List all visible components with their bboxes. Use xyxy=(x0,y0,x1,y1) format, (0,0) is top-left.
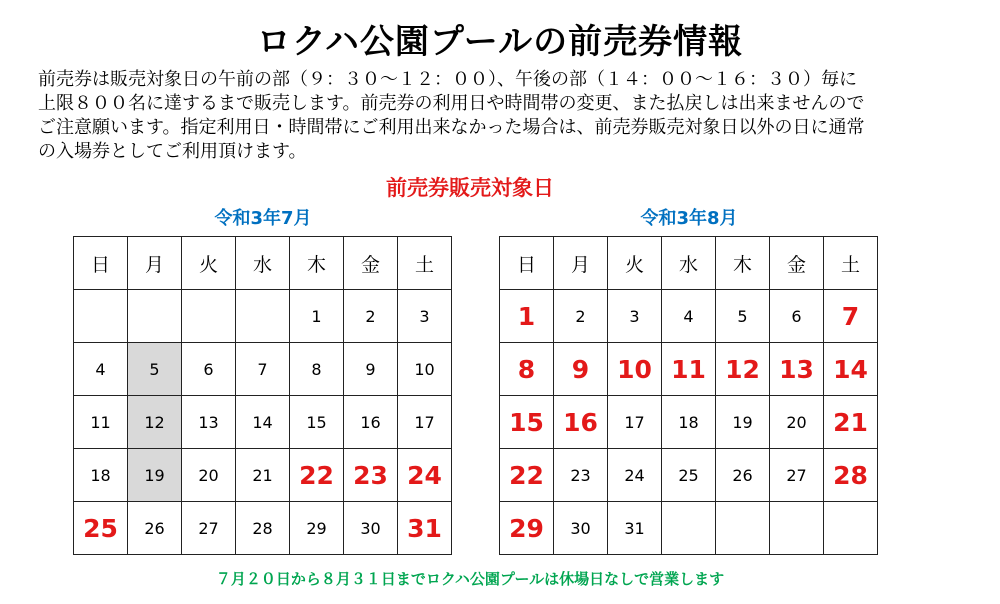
day-cell: 27 xyxy=(770,449,824,502)
empty-day-cell xyxy=(662,502,716,555)
day-cell: 25 xyxy=(662,449,716,502)
day-cell: 29 xyxy=(500,502,554,555)
day-cell: 16 xyxy=(554,396,608,449)
page-title: ロクハ公園プールの前売券情報 xyxy=(256,22,744,62)
day-cell: 22 xyxy=(500,449,554,502)
day-cell: 6 xyxy=(182,343,236,396)
day-cell: 14 xyxy=(824,343,878,396)
day-cell: 30 xyxy=(344,502,398,555)
weekday-header: 金 xyxy=(770,237,824,290)
day-cell: 6 xyxy=(770,290,824,343)
day-cell: 26 xyxy=(128,502,182,555)
day-cell: 11 xyxy=(662,343,716,396)
intro-text xyxy=(38,68,988,164)
day-cell: 24 xyxy=(398,449,452,502)
weekday-header: 月 xyxy=(128,237,182,290)
calendar-week-row xyxy=(74,502,452,555)
empty-day-cell xyxy=(236,290,290,343)
empty-day-cell xyxy=(770,502,824,555)
day-cell: 27 xyxy=(182,502,236,555)
calendar-week-row xyxy=(500,343,878,396)
day-cell: 4 xyxy=(74,343,128,396)
day-cell: 17 xyxy=(398,396,452,449)
weekday-header: 土 xyxy=(398,237,452,290)
day-cell: 9 xyxy=(344,343,398,396)
day-cell: 1 xyxy=(290,290,344,343)
day-cell: 21 xyxy=(236,449,290,502)
month-label-august: 令和3年8月 xyxy=(640,208,738,229)
calendar-august xyxy=(499,236,878,555)
day-cell: 2 xyxy=(554,290,608,343)
intro-line: ご注意願います。指定利用日・時間帯にご利用出来なかった場合は、前売券販売対象日以外の日に通常 xyxy=(38,117,865,138)
day-cell: 29 xyxy=(290,502,344,555)
day-cell: 10 xyxy=(608,343,662,396)
day-cell: 15 xyxy=(500,396,554,449)
day-cell: 21 xyxy=(824,396,878,449)
weekday-header: 水 xyxy=(662,237,716,290)
weekday-header: 火 xyxy=(182,237,236,290)
sale-days-heading: 前売券販売対象日 xyxy=(386,176,554,200)
day-cell: 26 xyxy=(716,449,770,502)
intro-line: の入場券としてご利用頂けます。 xyxy=(38,141,307,162)
empty-day-cell xyxy=(824,502,878,555)
day-cell: 18 xyxy=(74,449,128,502)
day-cell: 14 xyxy=(236,396,290,449)
intro-line: 前売券は販売対象日の午前の部（９：３０～１２：００）、午後の部（１４：００～１６：３０）毎に xyxy=(38,69,857,90)
weekday-header: 火 xyxy=(608,237,662,290)
day-cell: 8 xyxy=(290,343,344,396)
calendar-week-row xyxy=(500,449,878,502)
day-cell: 1 xyxy=(500,290,554,343)
calendar-july xyxy=(73,236,452,555)
weekday-header: 土 xyxy=(824,237,878,290)
footer-notice: ７月２０日から８月３１日までロクハ公園プールは休場日なしで営業します xyxy=(215,570,725,588)
day-cell: 22 xyxy=(290,449,344,502)
calendar-week-row xyxy=(74,290,452,343)
day-cell: 31 xyxy=(608,502,662,555)
day-cell: 8 xyxy=(500,343,554,396)
day-cell: 28 xyxy=(236,502,290,555)
weekday-header: 金 xyxy=(344,237,398,290)
day-cell: 30 xyxy=(554,502,608,555)
calendar-week-row xyxy=(74,343,452,396)
day-cell: 16 xyxy=(344,396,398,449)
weekday-header: 木 xyxy=(290,237,344,290)
day-cell: 5 xyxy=(716,290,770,343)
empty-day-cell xyxy=(716,502,770,555)
empty-day-cell xyxy=(182,290,236,343)
day-cell: 3 xyxy=(608,290,662,343)
calendar-week-row xyxy=(74,396,452,449)
weekday-header-row xyxy=(74,237,452,290)
day-cell: 13 xyxy=(770,343,824,396)
weekday-header: 日 xyxy=(500,237,554,290)
day-cell: 31 xyxy=(398,502,452,555)
day-cell: 19 xyxy=(716,396,770,449)
day-cell: 17 xyxy=(608,396,662,449)
day-cell: 20 xyxy=(182,449,236,502)
weekday-header: 木 xyxy=(716,237,770,290)
day-cell: 5 xyxy=(128,343,182,396)
calendar-week-row xyxy=(500,502,878,555)
day-cell: 18 xyxy=(662,396,716,449)
day-cell: 7 xyxy=(236,343,290,396)
weekday-header-row xyxy=(500,237,878,290)
day-cell: 23 xyxy=(554,449,608,502)
day-cell: 10 xyxy=(398,343,452,396)
day-cell: 11 xyxy=(74,396,128,449)
day-cell: 24 xyxy=(608,449,662,502)
weekday-header: 日 xyxy=(74,237,128,290)
intro-line: 上限８００名に達するまで販売します。前売券の利用日や時間帯の変更、また払戻しは出来ませんので xyxy=(38,93,865,114)
day-cell: 12 xyxy=(716,343,770,396)
day-cell: 13 xyxy=(182,396,236,449)
day-cell: 15 xyxy=(290,396,344,449)
calendar-week-row xyxy=(500,396,878,449)
day-cell: 7 xyxy=(824,290,878,343)
day-cell: 20 xyxy=(770,396,824,449)
day-cell: 19 xyxy=(128,449,182,502)
weekday-header: 水 xyxy=(236,237,290,290)
day-cell: 28 xyxy=(824,449,878,502)
day-cell: 9 xyxy=(554,343,608,396)
day-cell: 12 xyxy=(128,396,182,449)
empty-day-cell xyxy=(74,290,128,343)
weekday-header: 月 xyxy=(554,237,608,290)
calendar-week-row xyxy=(74,449,452,502)
day-cell: 2 xyxy=(344,290,398,343)
empty-day-cell xyxy=(128,290,182,343)
calendar-week-row xyxy=(500,290,878,343)
day-cell: 23 xyxy=(344,449,398,502)
day-cell: 25 xyxy=(74,502,128,555)
day-cell: 4 xyxy=(662,290,716,343)
month-label-july: 令和3年7月 xyxy=(214,208,312,229)
day-cell: 3 xyxy=(398,290,452,343)
